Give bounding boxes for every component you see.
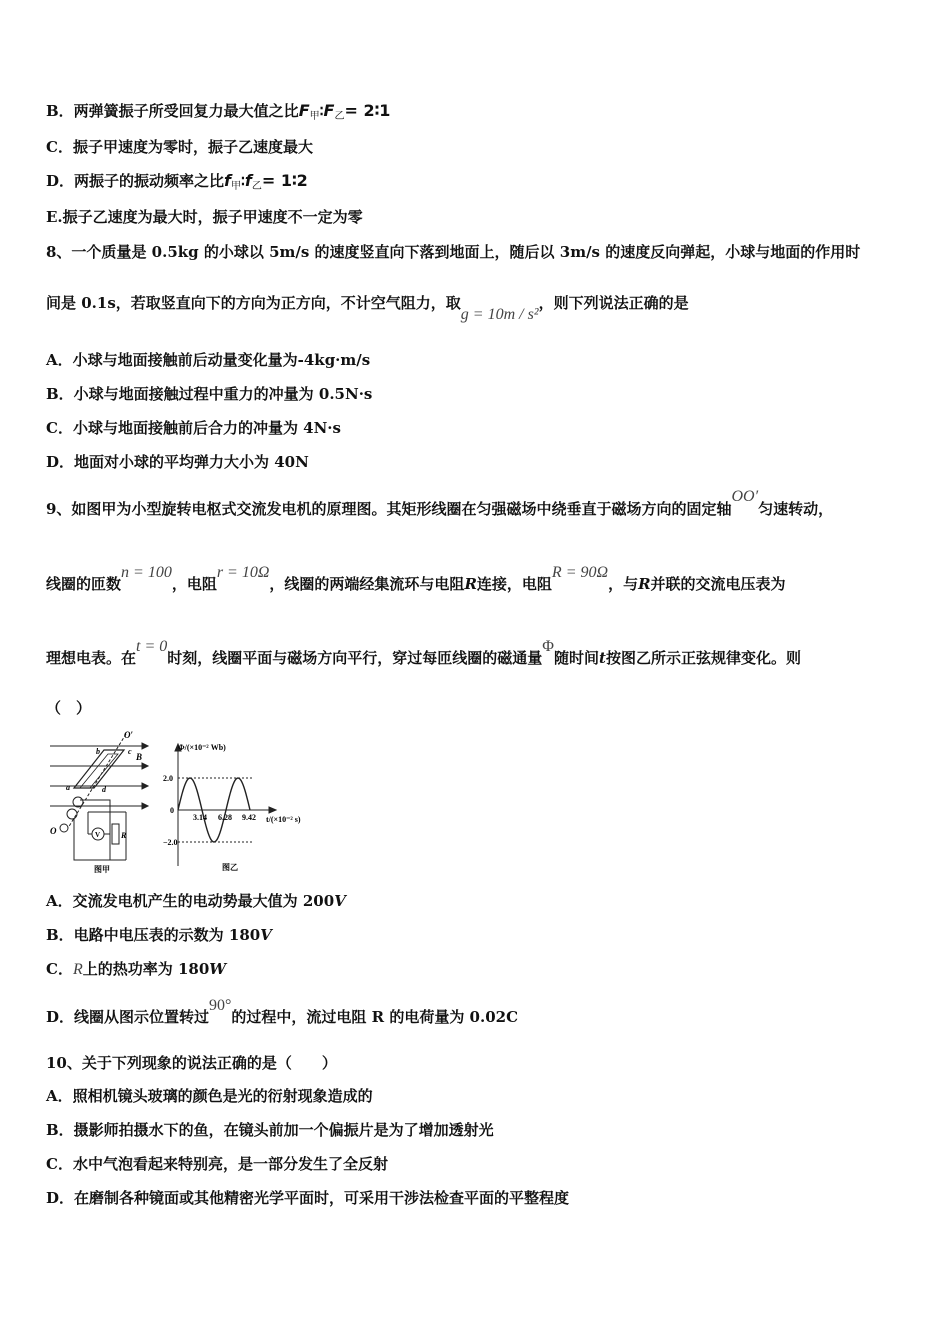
gravity-formula: g = 10m / s² [460, 306, 539, 323]
x-tick-2: 6.28 [218, 813, 232, 822]
vertex-b-label: b [96, 747, 100, 756]
vertex-c-label: c [128, 747, 132, 756]
q10-option-c: C．水中气泡看起来特别亮，是一部分发生了全反射 [46, 1155, 388, 1173]
x-tick-1: 3.14 [193, 813, 207, 822]
vertex-a-label: a [66, 783, 70, 792]
y-tick-bottom: −2.0 [163, 838, 178, 847]
voltmeter-label: V [95, 831, 101, 839]
figure-b-caption: 图乙 [222, 863, 238, 872]
figure-a-caption: 图甲 [94, 865, 110, 874]
q8-stem-line2: 间是 0.1s，若取竖直向下的方向为正方向，不计空气阻力，取g = 10m / s²，则下列说法正确的是 [46, 294, 689, 323]
q9-option-c: C．R上的热功率为 180W [46, 960, 227, 978]
q7-option-d: D．两振子的振动频率之比$f_甲∶f_乙=$ 1∶2 [46, 171, 308, 192]
q8-stem-line1: 8、一个质量是 0.5kg 的小球以 5m/s 的速度竖直向下落到地面上，随后以 3m/s 的速度反向弹起，小球与地面的作用时 [46, 243, 861, 261]
axis-label-top: O′ [124, 730, 134, 740]
x-tick-3: 9.42 [242, 813, 256, 822]
vertex-d-label: d [102, 785, 106, 794]
resistance-formula: R = 90Ω [551, 564, 609, 581]
graph-x-label: t/(×10⁻² s) [266, 815, 301, 824]
q9-stem-line1: 9、如图甲为小型旋转电枢式交流发电机的原理图。其矩形线圈在匀强磁场中绕垂直于磁场方向的固定轴OO′匀速转动， [46, 488, 834, 518]
flux-symbol: Φ [542, 638, 554, 655]
q8-option-a: A．小球与地面接触前后动量变化量为-4kg·m/s [46, 351, 371, 369]
y-tick-top: 2.0 [163, 774, 173, 783]
q9-stem-line2: 线圈的匝数n = 100，电阻r = 10Ω，线圈的两端经集流环与电阻R连接，电阻R = 90Ω，与R并联的交流电压表为 [46, 564, 786, 593]
q9-answer-paren: （ ） [46, 699, 92, 717]
internal-resistance-formula: r = 10Ω [216, 564, 270, 581]
time-zero-formula: t = 0 [136, 638, 168, 655]
flux-time-graph [162, 740, 322, 874]
graph-origin: 0 [170, 806, 174, 815]
angle-formula: 90° [209, 997, 232, 1014]
q9-stem-line3: 理想电表。在t = 0时刻，线圈平面与磁场方向平行，穿过每匝线圈的磁通量Φ随时间t按图乙所示正弦规律变化。则 [46, 638, 801, 667]
generator-diagram [44, 728, 154, 876]
axis-symbol: OO′ [731, 488, 759, 505]
q10-option-b: B．摄影师拍摄水下的鱼，在镜头前加一个偏振片是为了增加透射光 [46, 1121, 494, 1139]
resistor-label: R [121, 831, 127, 840]
q7-option-e: E.振子乙速度为最大时，振子甲速度不一定为零 [46, 208, 363, 226]
q10-option-d: D．在磨制各种镜面或其他精密光学平面时，可采用干涉法检查平面的平整程度 [46, 1189, 570, 1207]
q7-option-b: B．两弹簧振子所受回复力最大值之比$F_甲∶F_乙=$ 2∶1 [46, 101, 391, 122]
axis-label-bottom: O [50, 826, 57, 836]
q9-option-a: A．交流发电机产生的电动势最大值为 200V [46, 892, 346, 910]
field-label: B [136, 752, 143, 762]
q9-option-d: D．线圈从图示位置转过90°的过程中，流过电阻 R 的电荷量为 0.02C [46, 997, 519, 1026]
q10-option-a: A．照相机镜头玻璃的颜色是光的衍射现象造成的 [46, 1087, 373, 1105]
q8-option-b: B．小球与地面接触过程中重力的冲量为 0.5N·s [46, 385, 373, 403]
graph-y-label: Φ/(×10⁻² Wb) [178, 743, 226, 752]
turns-formula: n = 100 [121, 564, 172, 581]
q9-option-b: B．电路中电压表的示数为 180V [46, 926, 272, 944]
q8-option-c: C．小球与地面接触前后合力的冲量为 4N·s [46, 419, 341, 437]
q7-option-c: C．振子甲速度为零时，振子乙速度最大 [46, 138, 313, 156]
q8-option-d: D．地面对小球的平均弹力大小为 40N [46, 453, 309, 471]
q10-stem: 10、关于下列现象的说法正确的是（ ） [46, 1054, 337, 1072]
